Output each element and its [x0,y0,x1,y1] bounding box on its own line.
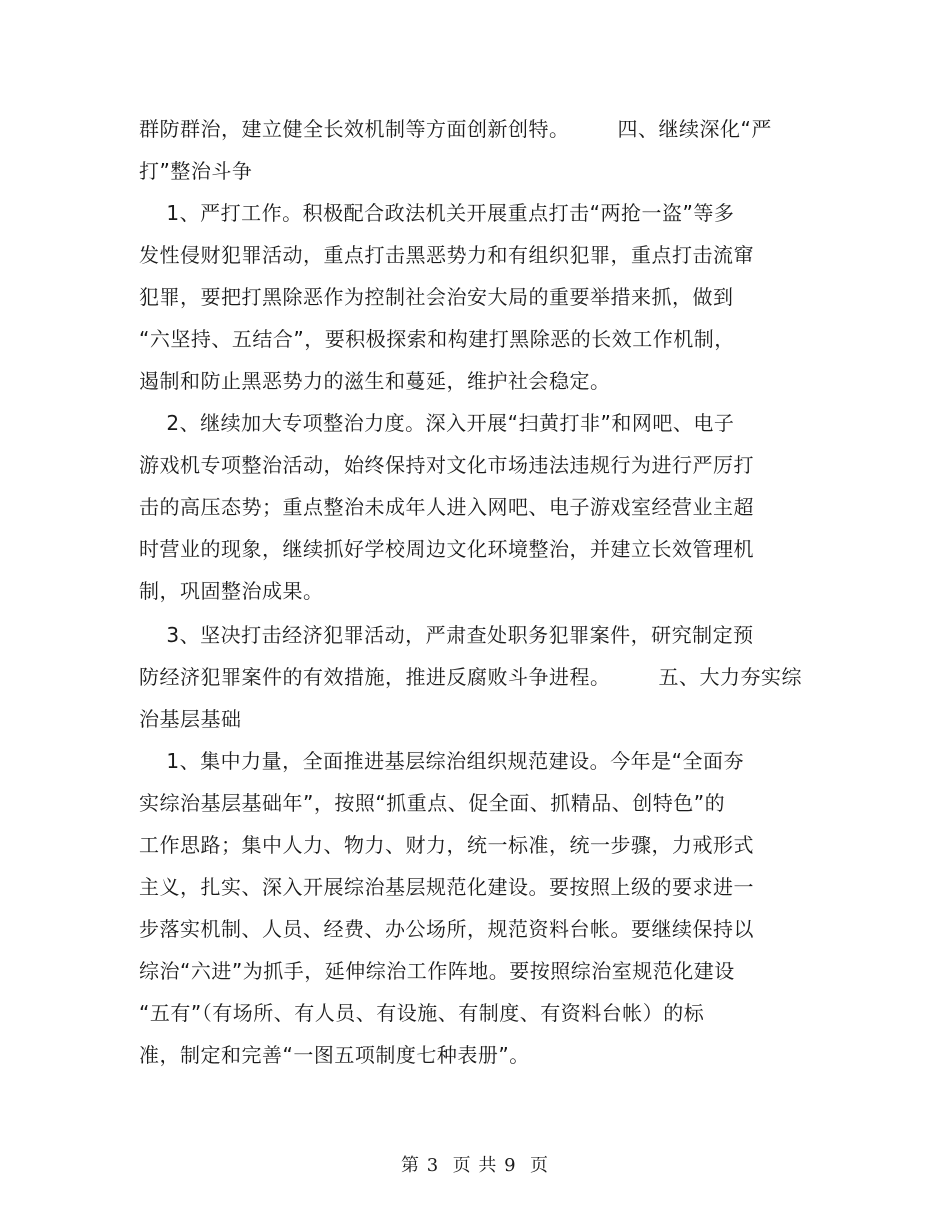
text-line: 治基层基础 [139,707,242,731]
text-line: 游戏机专项整治活动，始终保持对文化市场违法违规行为进行严厉打 [139,453,754,477]
text-line: 时营业的现象，继续抓好学校周边文化环境整治，并建立长效管理机 [139,537,754,561]
text-line: 工作思路；集中人力、物力、财力，统一标准，统一步骤，力戒形式 [139,833,754,857]
text-line: 遏制和防止黑恶势力的滋生和蔓延，维护社会稳定。 [139,369,611,393]
text-line: 发性侵财犯罪活动，重点打击黑恶势力和有组织犯罪，重点打击流窜 [139,243,754,267]
text-line: 综治“六进”为抓手，延伸综治工作阵地。要按照综治室规范化建设 [139,959,735,983]
text-line: 3、坚决打击经济犯罪活动，严肃查处职务犯罪案件，研究制定预 [139,623,754,647]
text-line: 犯罪，要把打黑除恶作为控制社会治安大局的重要举措来抓，做到 [139,285,734,309]
text-line: 1、严打工作。积极配合政法机关开展重点打击“两抢一盗”等多 [139,201,735,225]
text-line: 群防群治，建立健全长效机制等方面创新创特。 四、继续深化“严 [139,117,772,141]
text-line: 实综治基层基础年”，按照“抓重点、促全面、抓精品、创特色”的 [139,791,726,815]
text-line: 防经济犯罪案件的有效措施，推进反腐败斗争进程。 五、大力夯实综 [139,665,803,689]
text-line: 主义，扎实、深入开展综治基层规范化建设。要按照上级的要求进一 [139,875,754,899]
text-line: “五有”（有场所、有人员、有设施、有制度、有资料台帐）的标 [139,1001,705,1025]
page-footer: 第 3 页 共 9 页 [401,1155,549,1176]
text-line: 准，制定和完善“一图五项制度七种表册”。 [139,1043,530,1067]
text-line: 2、继续加大专项整治力度。深入开展“扫黄打非”和网吧、电子 [139,411,735,435]
text-line: 打”整治斗争 [139,159,253,183]
text-line: 1、集中力量，全面推进基层综治组织规范建设。今年是“全面夯 [139,749,745,773]
text-line: “六坚持、五结合”，要积极探索和构建打黑除恶的长效工作机制， [139,327,735,351]
text-line: 制，巩固整治成果。 [139,579,324,603]
text-line: 步落实机制、人员、经费、办公场所，规范资料台帐。要继续保持以 [139,917,754,941]
text-line: 击的高压态势；重点整治未成年人进入网吧、电子游戏室经营业主超 [139,495,754,519]
